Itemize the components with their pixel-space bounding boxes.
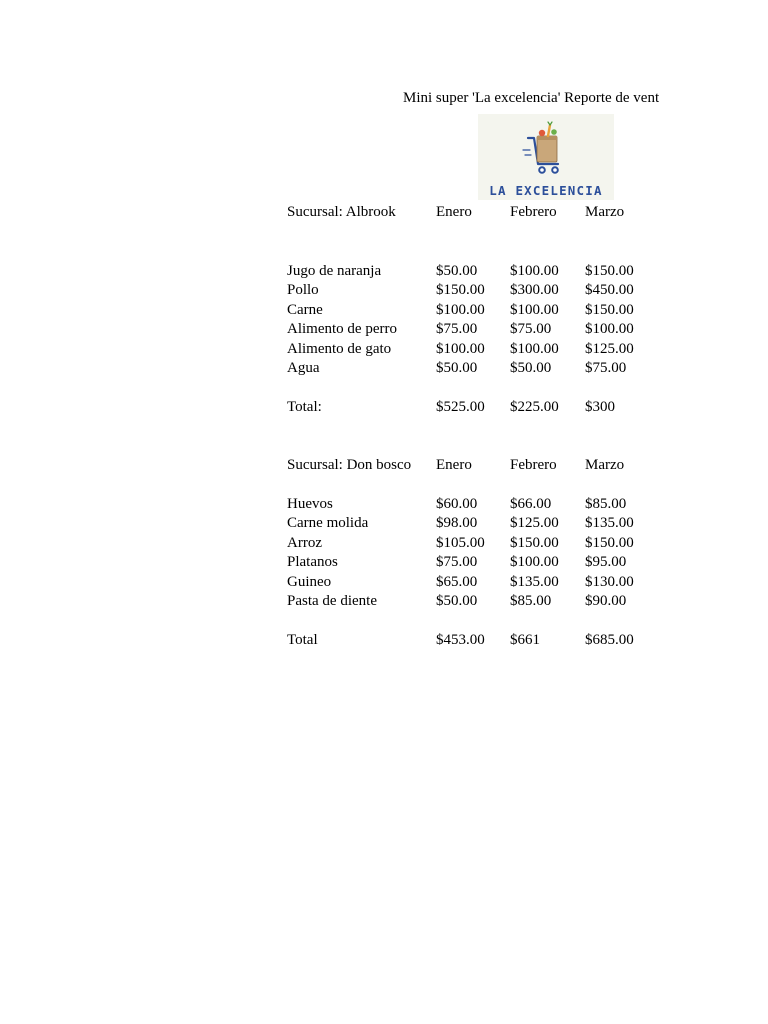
month-header: Marzo	[585, 457, 625, 473]
total-label: Total:	[287, 399, 322, 415]
sales-value: $75.00	[436, 321, 478, 337]
month-header: Febrero	[510, 204, 557, 220]
sales-value: $100.00	[585, 321, 634, 337]
sales-value: $75.00	[585, 360, 627, 376]
sales-value: $50.00	[436, 360, 478, 376]
sales-value: $100.00	[510, 263, 559, 279]
product-name: Huevos	[287, 496, 333, 512]
sales-value: $100.00	[510, 341, 559, 357]
sales-value: $135.00	[510, 574, 559, 590]
sales-value: $100.00	[510, 302, 559, 318]
sales-value: $98.00	[436, 515, 478, 531]
sales-value: $85.00	[585, 496, 627, 512]
product-name: Jugo de naranja	[287, 263, 382, 279]
sales-value: $135.00	[585, 515, 634, 531]
month-header: Febrero	[510, 457, 557, 473]
sales-value: $300.00	[510, 282, 559, 298]
total-value: $453.00	[436, 632, 485, 648]
product-name: Carne molida	[287, 515, 369, 531]
month-header: Marzo	[585, 204, 625, 220]
branch-name: Sucursal: Don bosco	[287, 457, 412, 473]
sales-value: $75.00	[510, 321, 552, 337]
sales-value: $90.00	[585, 593, 627, 609]
sales-value: $105.00	[436, 535, 485, 551]
product-name: Alimento de gato	[287, 341, 392, 357]
sales-value: $100.00	[436, 302, 485, 318]
store-logo	[478, 114, 614, 200]
product-name: Pasta de diente	[287, 593, 377, 609]
sales-value: $150.00	[436, 282, 485, 298]
sales-value: $50.00	[436, 593, 478, 609]
sales-value: $150.00	[585, 302, 634, 318]
sales-value: $100.00	[510, 554, 559, 570]
branch-name: Sucursal: Albrook	[287, 204, 396, 220]
sales-value: $125.00	[510, 515, 559, 531]
total-value: $300	[585, 399, 615, 415]
total-value: $225.00	[510, 399, 559, 415]
product-name: Platanos	[287, 554, 338, 570]
sales-value: $75.00	[436, 554, 478, 570]
sales-value: $125.00	[585, 341, 634, 357]
sales-value: $150.00	[510, 535, 559, 551]
sales-value: $130.00	[585, 574, 634, 590]
logo-text: LA EXCELENCIA	[489, 183, 603, 198]
product-name: Pollo	[287, 282, 319, 298]
sales-value: $150.00	[585, 263, 634, 279]
sales-value: $150.00	[585, 535, 634, 551]
sales-value: $95.00	[585, 554, 627, 570]
shopping-cart-icon	[478, 114, 614, 184]
month-header: Enero	[436, 204, 472, 220]
total-value: $525.00	[436, 399, 485, 415]
month-header: Enero	[436, 457, 472, 473]
sales-value: $50.00	[510, 360, 552, 376]
total-value: $661	[510, 632, 540, 648]
sales-value: $100.00	[436, 341, 485, 357]
product-name: Arroz	[287, 535, 322, 551]
sales-value: $65.00	[436, 574, 478, 590]
report-title: Mini super 'La excelencia' Reporte de vent	[403, 90, 659, 106]
sales-value: $85.00	[510, 593, 552, 609]
sales-value: $66.00	[510, 496, 552, 512]
total-value: $685.00	[585, 632, 634, 648]
product-name: Agua	[287, 360, 320, 376]
product-name: Guineo	[287, 574, 332, 590]
total-label: Total	[287, 632, 318, 648]
product-name: Alimento de perro	[287, 321, 397, 337]
product-name: Carne	[287, 302, 323, 318]
sales-value: $50.00	[436, 263, 478, 279]
sales-value: $450.00	[585, 282, 634, 298]
sales-value: $60.00	[436, 496, 478, 512]
